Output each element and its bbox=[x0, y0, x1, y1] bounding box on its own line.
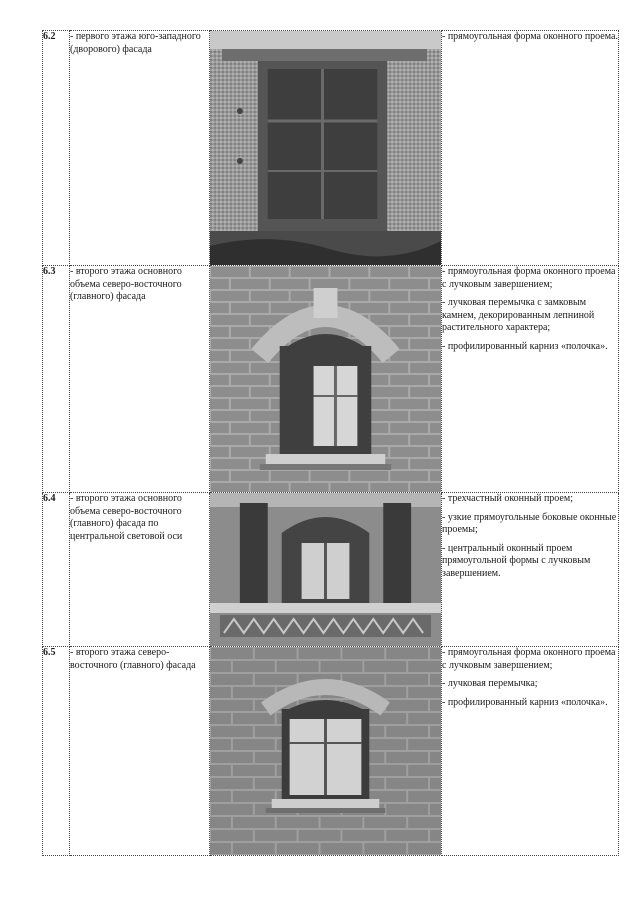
feature-item: - профилированный карниз «полочка». bbox=[442, 340, 608, 352]
row-description: - второго этажа основного объема северо-восточного (главного) фасада bbox=[70, 266, 210, 493]
row-number: 6.4 bbox=[43, 493, 70, 647]
feature-item: - прямоугольная форма оконного проема. bbox=[442, 31, 618, 42]
feature-item: - трехчастный оконный проем; bbox=[442, 493, 573, 504]
photo-window-arched-simple bbox=[210, 647, 442, 856]
row-number: 6.5 bbox=[43, 647, 70, 856]
table-row bbox=[43, 31, 619, 266]
feature-item: - профилированный карниз «полочка». bbox=[442, 696, 608, 708]
feature-item: - лучковая перемычка; bbox=[442, 678, 538, 689]
table-row bbox=[43, 493, 619, 647]
feature-item: - лучковая перемычка с замковым камнем, декорированным лепниной растительного характера; bbox=[442, 297, 595, 333]
row-description: - второго этажа северо-восточного (главного) фасада bbox=[70, 647, 210, 856]
row-features bbox=[442, 31, 619, 266]
photo-window-arched-keystone bbox=[210, 266, 442, 493]
feature-item: - узкие прямоугольные боковые оконные проемы; bbox=[442, 511, 617, 535]
row-description: - второго этажа основного объема северо-восточного (главного) фасада по центральной световой оси bbox=[70, 493, 210, 647]
table-row bbox=[43, 647, 619, 856]
row-number: 6.2 bbox=[43, 31, 70, 266]
row-number: 6.3 bbox=[43, 266, 70, 493]
windows-table bbox=[42, 30, 619, 856]
feature-item: - центральный оконный проем прямоугольной формы с лучковым завершением. bbox=[442, 542, 591, 579]
row-features bbox=[442, 493, 619, 647]
feature-item: - прямоугольная форма оконного проема с лучковым завершением; bbox=[442, 266, 616, 290]
feature-item: - прямоугольная форма оконного проема с лучковым завершением; bbox=[442, 647, 616, 671]
row-description: - первого этажа юго-западного (дворового) фасада bbox=[70, 31, 210, 266]
row-features bbox=[442, 266, 619, 493]
row-features bbox=[442, 647, 619, 856]
photo-window-courtyard-facade bbox=[210, 31, 442, 266]
photo-window-triple-central bbox=[210, 493, 442, 647]
table-row bbox=[43, 266, 619, 493]
